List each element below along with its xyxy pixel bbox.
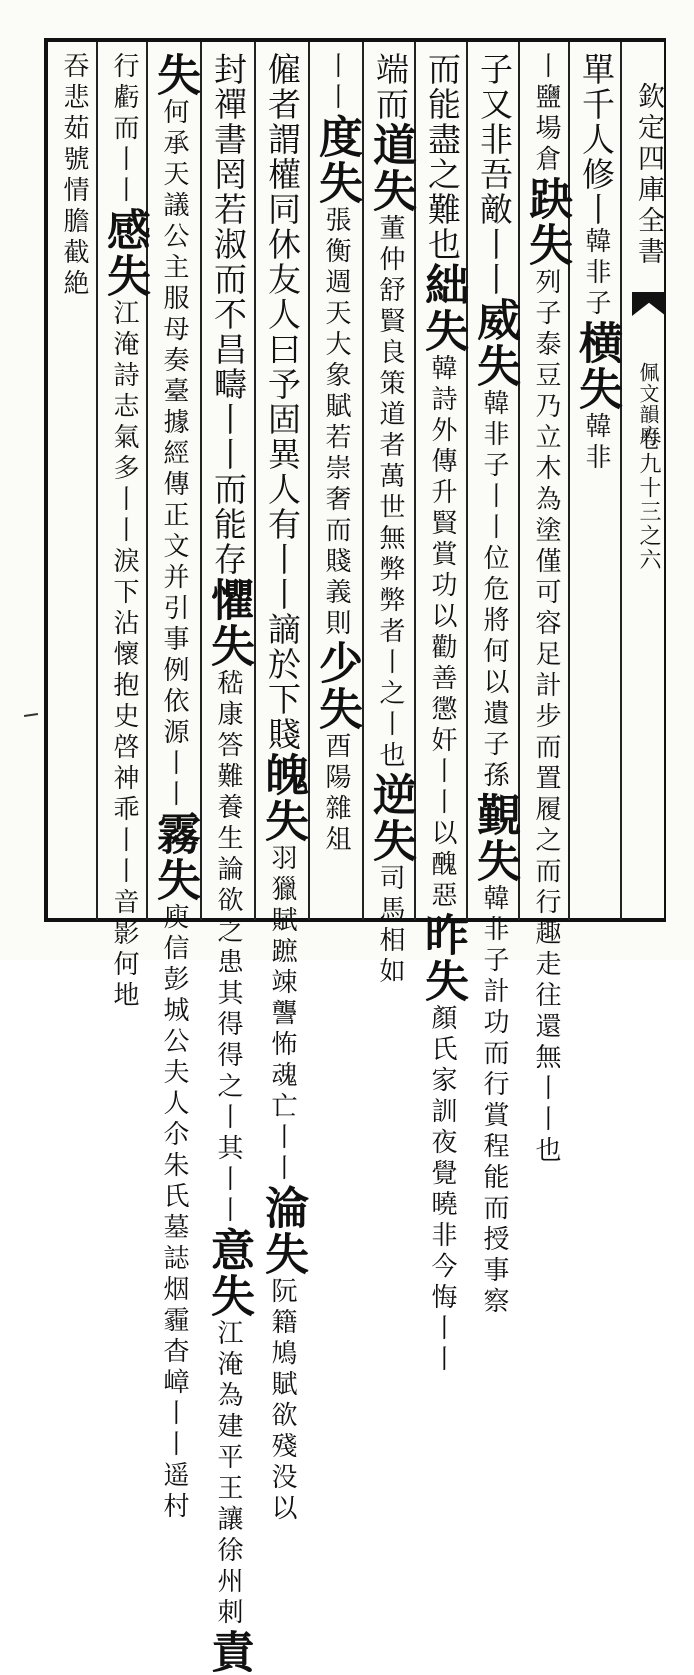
text-column-4: 而能盡之難也絀失韓詩外傳升賢賞功以勸善懲奸丨丨以醜惡昨失顏氏家訓夜覺曉非今悔丨丨: [417, 52, 468, 1376]
text-column-10: 行虧而丨丨感失江淹詩志氣多丨丨淚下沾懷抱史啓神乖丨丨音影何地: [99, 52, 150, 1012]
column-rule: [254, 42, 256, 920]
book-title: 欽定四庫全書: [633, 82, 664, 268]
column-rule: [466, 42, 468, 920]
column-rule: [518, 42, 520, 920]
text-column-5: 端而道失董仲舒賢良策道者萬世無弊弊者丨之丨也逆失司馬相如: [365, 52, 416, 988]
column-rule: [620, 42, 622, 920]
section-title: 佩文韻府: [636, 362, 660, 446]
margin-strip: [630, 42, 666, 920]
text-column-9: 失何承天議公主服母奏臺據經傳正文并引事例依源丨丨霧失庾信彭城公夫人尒朱氏墓誌烟霾杳嶂丨丨遥村: [149, 52, 200, 1523]
column-rule: [200, 42, 202, 920]
column-rule: [362, 42, 364, 920]
volume-label: 卷九十三之六: [636, 428, 661, 572]
text-column-7: 僱者謂權同休友人曰予固異人有丨丨謫於下賤魄失羽獵賦蹠竦讋怖魂亡丨丨淪失阮籍鳩賦欲殘没以: [257, 52, 308, 1525]
text-column-2: 丨鹽場倉趹失列子泰豆乃立木為塗僅可容足計步而置履之而行趣走往還無丨丨也: [521, 52, 572, 1167]
text-column-8: 封禪書罔若淑而不昌疇丨丨而能存懼失嵇康答難養生論欲之患其得得之丨其丨丨意失江淹為建平王讓徐州刺責: [203, 52, 254, 1675]
text-column-6: 丨丨度失張衡週天大象賦若崇奢而賤義則少失酉陽雜俎: [311, 52, 362, 856]
column-rule: [308, 42, 310, 920]
margin-tick-mark: [24, 713, 38, 717]
text-column-11: 吞悲茹號情膽截絶: [59, 52, 89, 300]
text-column-3: 子又非吾敵丨丨威失韓非子丨丨位危將何以遺子孫覲失韓非子計功而行賞程能而授事察: [469, 52, 520, 1318]
text-column-1: 單千人修丨韓非子横失韓非: [571, 52, 622, 474]
